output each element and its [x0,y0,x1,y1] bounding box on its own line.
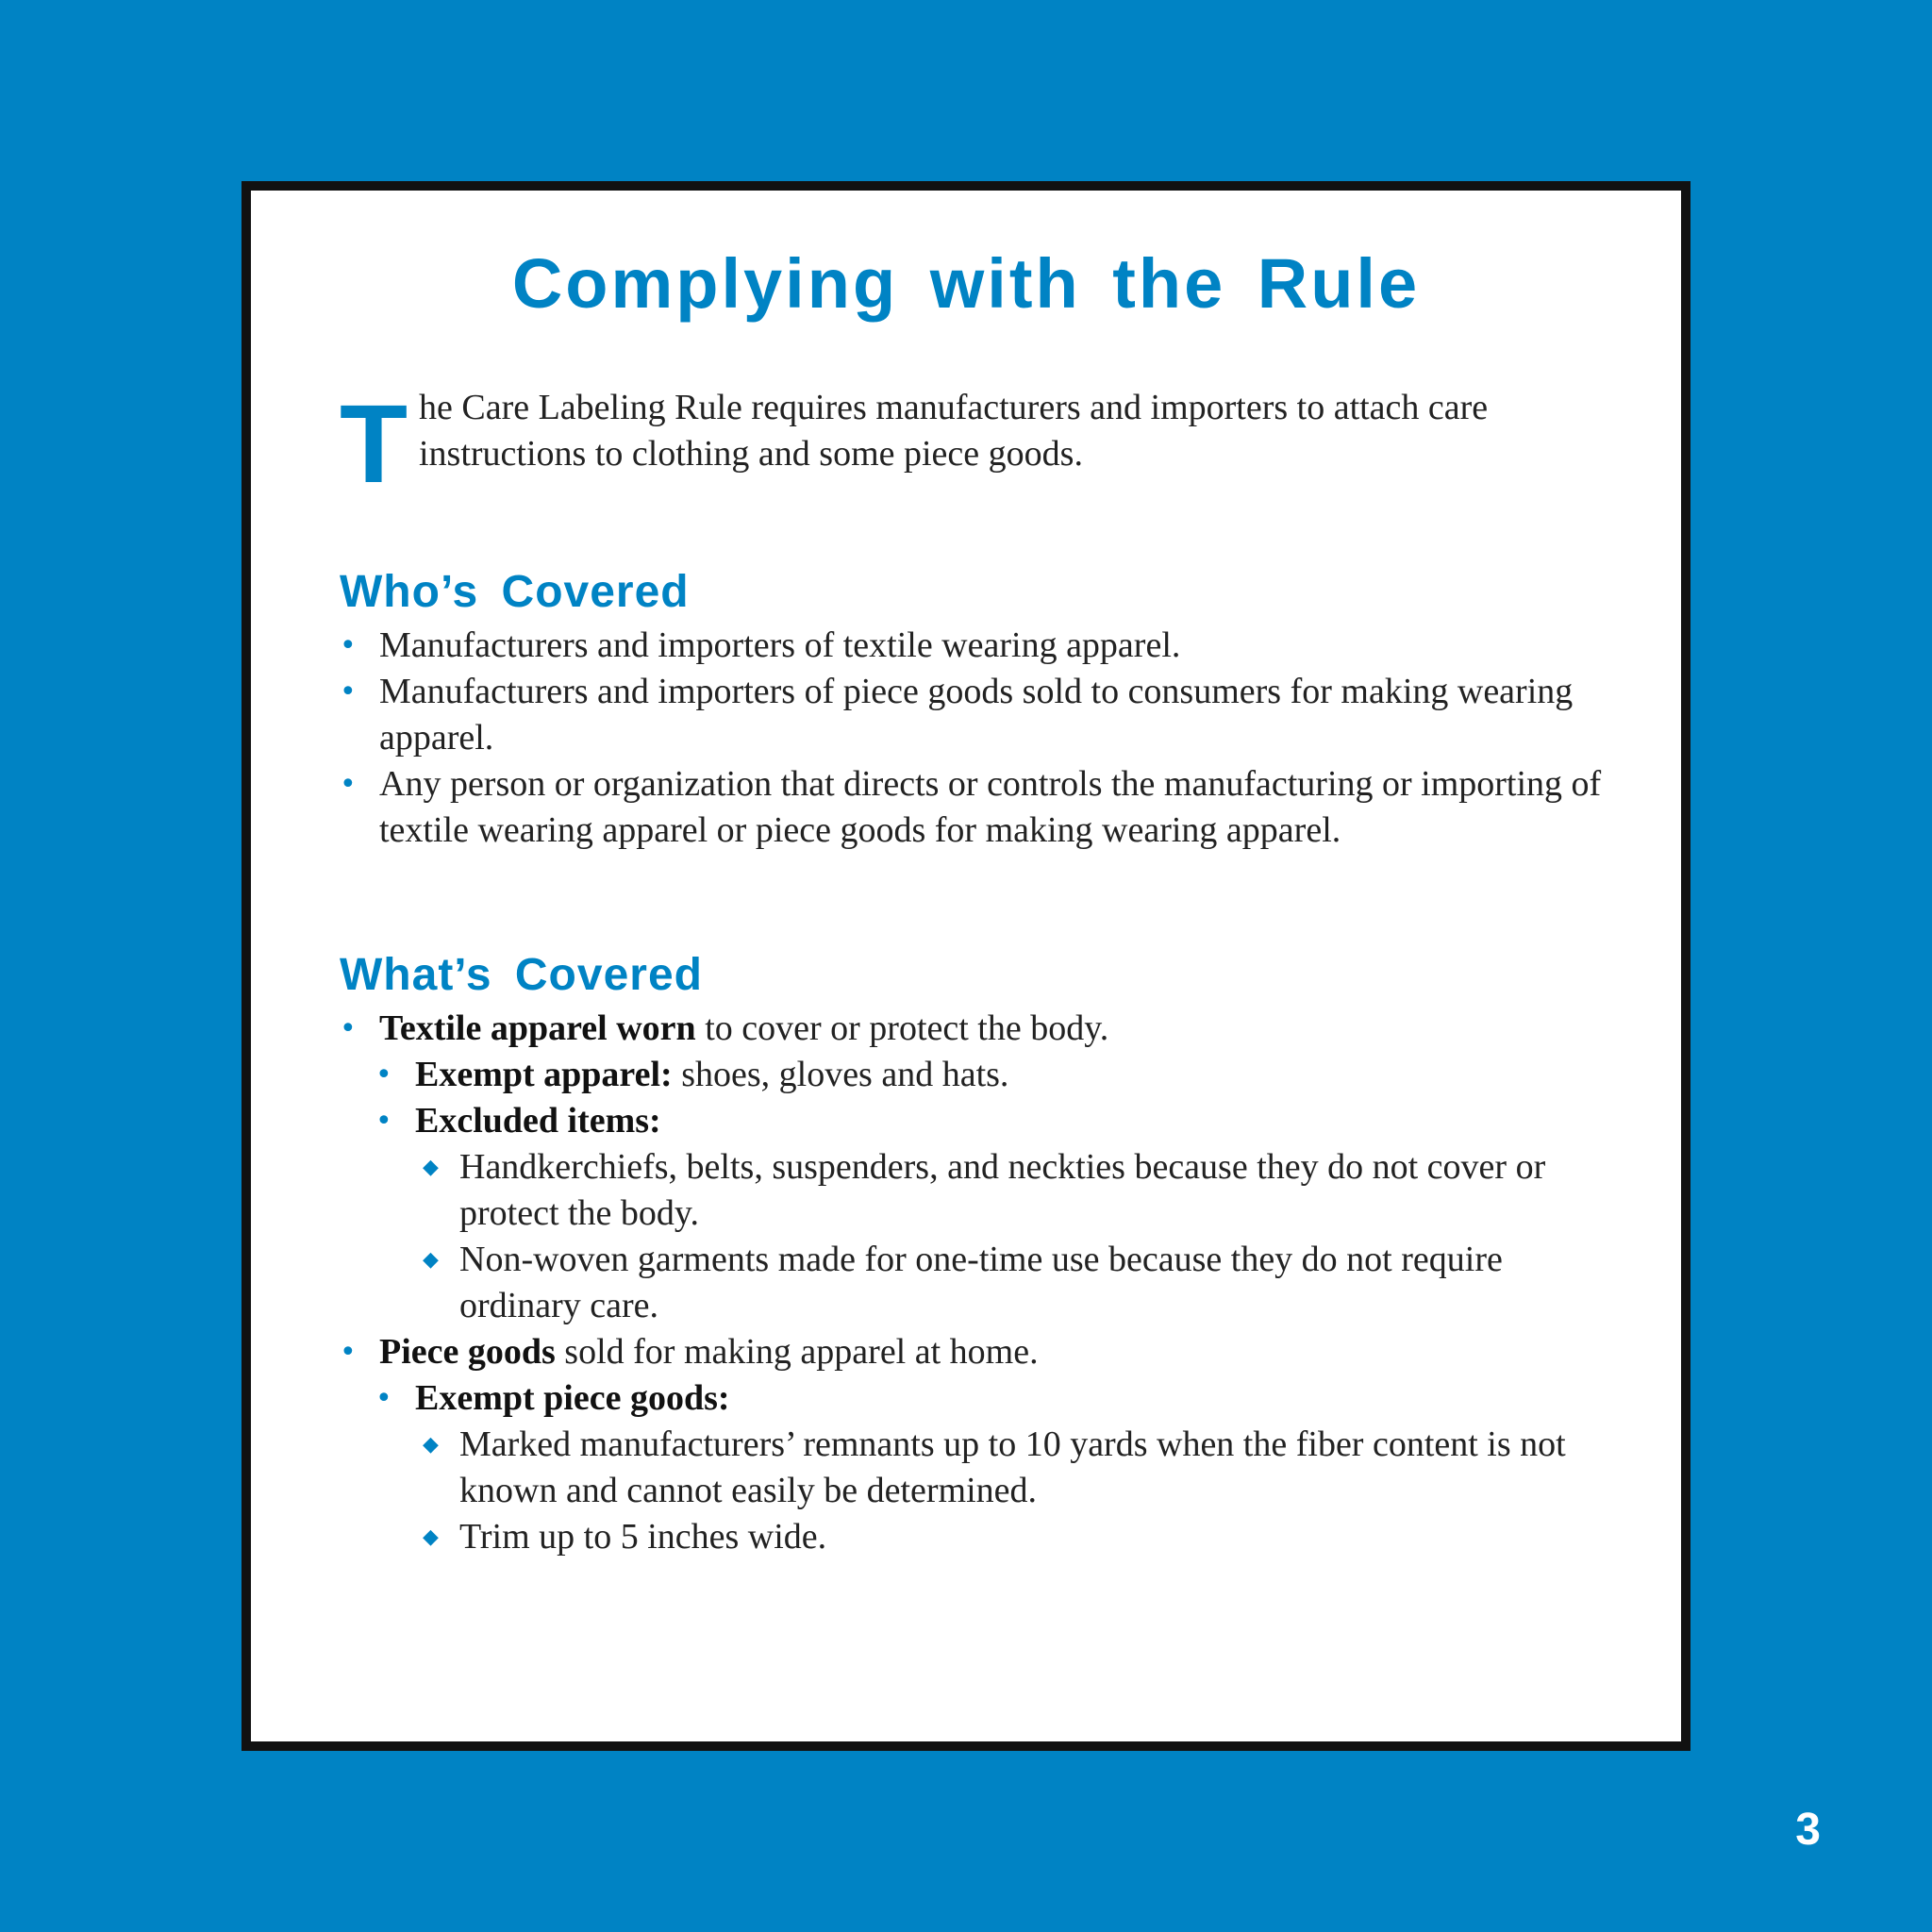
bullet-dot-icon: • [340,675,357,708]
whos-covered-heading: Who’s Covered [340,567,690,617]
page-number: 3 [1795,1805,1821,1855]
list-item-text: Any person or organization that directs or controls the manufacturing or importing of textile wearing apparel or piece goods for making wearing apparel. [379,764,1602,850]
list-item-text: Non-woven garments made for one-time use because they do not require ordinary care. [459,1240,1503,1325]
list-item-text: Trim up to 5 inches wide. [459,1517,827,1557]
list-item [340,1144,1604,1237]
bullet-dot-icon: • [340,1012,357,1045]
whos-covered-section [340,567,1604,854]
whats-covered-list [340,1006,1604,1560]
intro-paragraph [340,382,1604,507]
bullet-dot-icon: • [340,1336,357,1369]
whos-covered-list [340,623,1604,854]
list-item [340,1098,1604,1144]
page-title: Complying with the Rule [511,244,1421,323]
whats-covered-heading: What’s Covered [340,950,703,1000]
bullet-dot-icon: • [340,629,357,662]
list-item [340,669,1604,761]
content-panel [242,181,1690,1751]
list-item-text: Manufacturers and importers of piece goods sold to consumers for making wearing apparel. [379,672,1574,758]
bullet-dot-icon: • [375,1105,392,1138]
list-item-bold: Textile apparel worn [379,1008,696,1048]
list-item-text: Marked manufacturers’ remnants up to 10 yards when the fiber content is not known and cannot easily be determined. [459,1424,1566,1510]
list-item-text: Handkerchiefs, belts, suspenders, and neckties because they do not cover or protect the body. [459,1147,1546,1233]
list-item-text: Manufacturers and importers of textile wearing apparel. [379,625,1181,665]
list-item-text: sold for making apparel at home. [555,1332,1039,1372]
bullet-dot-icon: • [340,768,357,801]
drop-cap: T [340,382,408,507]
list-item [340,1006,1604,1052]
bullet-diamond-icon: ◆ [423,1156,439,1179]
intro-text: he Care Labeling Rule requires manufacturers and importers to attach care instructions to clothing and some piece goods. [419,388,1489,474]
list-item [340,623,1604,669]
list-item-text: to cover or protect the body. [695,1008,1109,1048]
list-item-text: shoes, gloves and hats. [672,1055,1009,1094]
list-item-bold: Exempt piece goods: [415,1378,730,1418]
whats-covered-section [340,950,1604,1560]
bullet-diamond-icon: ◆ [423,1525,439,1549]
bullet-dot-icon: • [375,1058,392,1091]
list-item-bold: Exempt apparel: [415,1055,673,1094]
bullet-diamond-icon: ◆ [423,1433,439,1457]
list-item [340,761,1604,854]
bullet-diamond-icon: ◆ [423,1248,439,1272]
bullet-dot-icon: • [375,1382,392,1415]
list-item-bold: Excluded items: [415,1101,661,1141]
list-item [340,1237,1604,1329]
list-item [340,1422,1604,1514]
list-item-bold: Piece goods [379,1332,556,1372]
list-item [340,1375,1604,1422]
list-item [340,1514,1604,1560]
list-item [340,1052,1604,1098]
list-item [340,1329,1604,1375]
